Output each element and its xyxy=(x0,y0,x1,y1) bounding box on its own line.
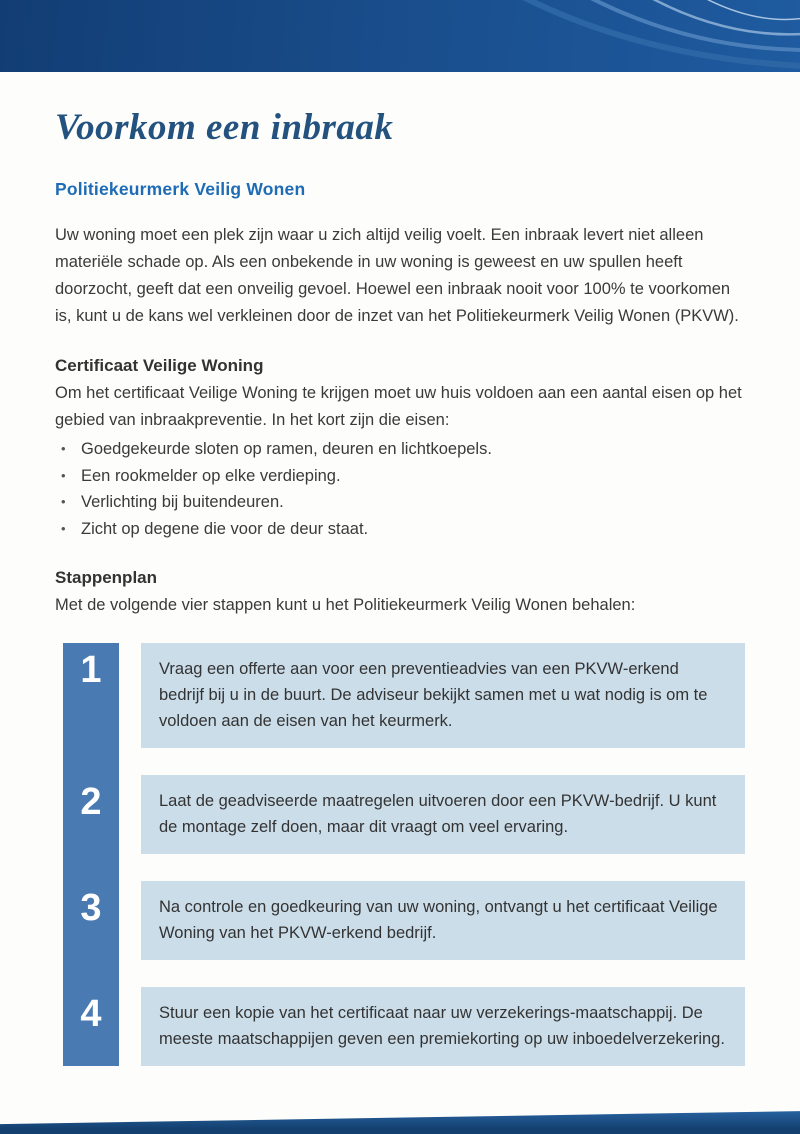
stappenplan-body: Met de volgende vier stappen kunt u het Politiekeurmerk Veilig Wonen behalen: xyxy=(55,596,636,614)
step-number: 2 xyxy=(80,781,102,823)
step-row-3 xyxy=(63,881,745,960)
bullet-text: Zicht op degene die voor de deur staat. xyxy=(81,519,369,538)
list-item xyxy=(55,489,745,516)
swoosh-decoration xyxy=(370,0,800,72)
certificaat-body: Om het certificaat Veilige Woning te krijgen moet uw huis voldoen aan een aantal eisen op het gebied van inbraakpreventie. In het kort zijn die eisen: xyxy=(55,384,742,429)
subtitle: Politiekeurmerk Veilig Wonen xyxy=(55,179,306,199)
bullet-text: Goedgekeurde sloten op ramen, deuren en lichtkoepels. xyxy=(81,440,492,458)
bullet-text: Verlichting bij buitendeuren. xyxy=(81,493,284,511)
step-text-box: Vraag een offerte aan voor een preventieadvies van een PKVW-erkend bedrijf bij u in de buurt. De adviseur bekijkt samen met u wat nodig is om te voldoen aan de eisen van het keurmerk. xyxy=(141,643,745,748)
bullet-dot-icon: • xyxy=(61,520,66,536)
steps-panel xyxy=(63,643,745,1066)
step-number: 1 xyxy=(80,649,102,691)
step-row-4 xyxy=(63,987,745,1066)
step-row-1 xyxy=(63,643,745,748)
page-title: Voorkom een inbraak xyxy=(55,107,394,148)
document-content xyxy=(0,106,800,1066)
bullet-dot-icon: • xyxy=(61,441,66,456)
section-heading-certificaat: Certificaat Veilige Woning xyxy=(55,356,264,375)
header-band xyxy=(0,0,800,72)
step-text-box: Laat de geadviseerde maatregelen uitvoeren door een PKVW-bedrijf. U kunt de montage zelf doen, maar dit vraagt om veel ervaring. xyxy=(141,775,745,854)
section-heading-stappenplan: Stappenplan xyxy=(55,568,158,587)
step-number: 3 xyxy=(80,887,102,929)
list-item xyxy=(55,516,745,543)
intro-paragraph: Uw woning moet een plek zijn waar u zich altijd veilig voelt. Een inbraak levert niet alleen materiële schade op. Als een onbekende in uw woning is geweest en uw spullen heeft doorzocht, geeft dat een onveilig gevoel. Hoewel een inbraak nooit voor 100% te voorkomen is, kunt u de kans wel verkleinen door de inzet van het Politiekeurmerk Veilig Wonen (PKVW). xyxy=(55,226,739,325)
bullet-dot-icon: • xyxy=(61,494,66,509)
step-number: 4 xyxy=(80,993,102,1035)
step-row-2 xyxy=(63,775,745,854)
bottom-page-edge xyxy=(0,1108,800,1134)
step-text-box: Na controle en goedkeuring van uw woning, ontvangt u het certificaat Veilige Woning van het PKVW-erkend bedrijf. xyxy=(141,881,745,960)
bullet-text: Een rookmelder op elke verdieping. xyxy=(81,466,341,485)
list-item xyxy=(55,436,745,463)
eisen-bullet-list xyxy=(55,436,745,542)
step-text-box: Stuur een kopie van het certificaat naar uw verzekerings-maatschappij. De meeste maatschappijen geven een premiekorting op uw inboedelverzekering. xyxy=(141,987,745,1066)
bullet-dot-icon: • xyxy=(61,467,66,483)
list-item xyxy=(55,463,745,490)
